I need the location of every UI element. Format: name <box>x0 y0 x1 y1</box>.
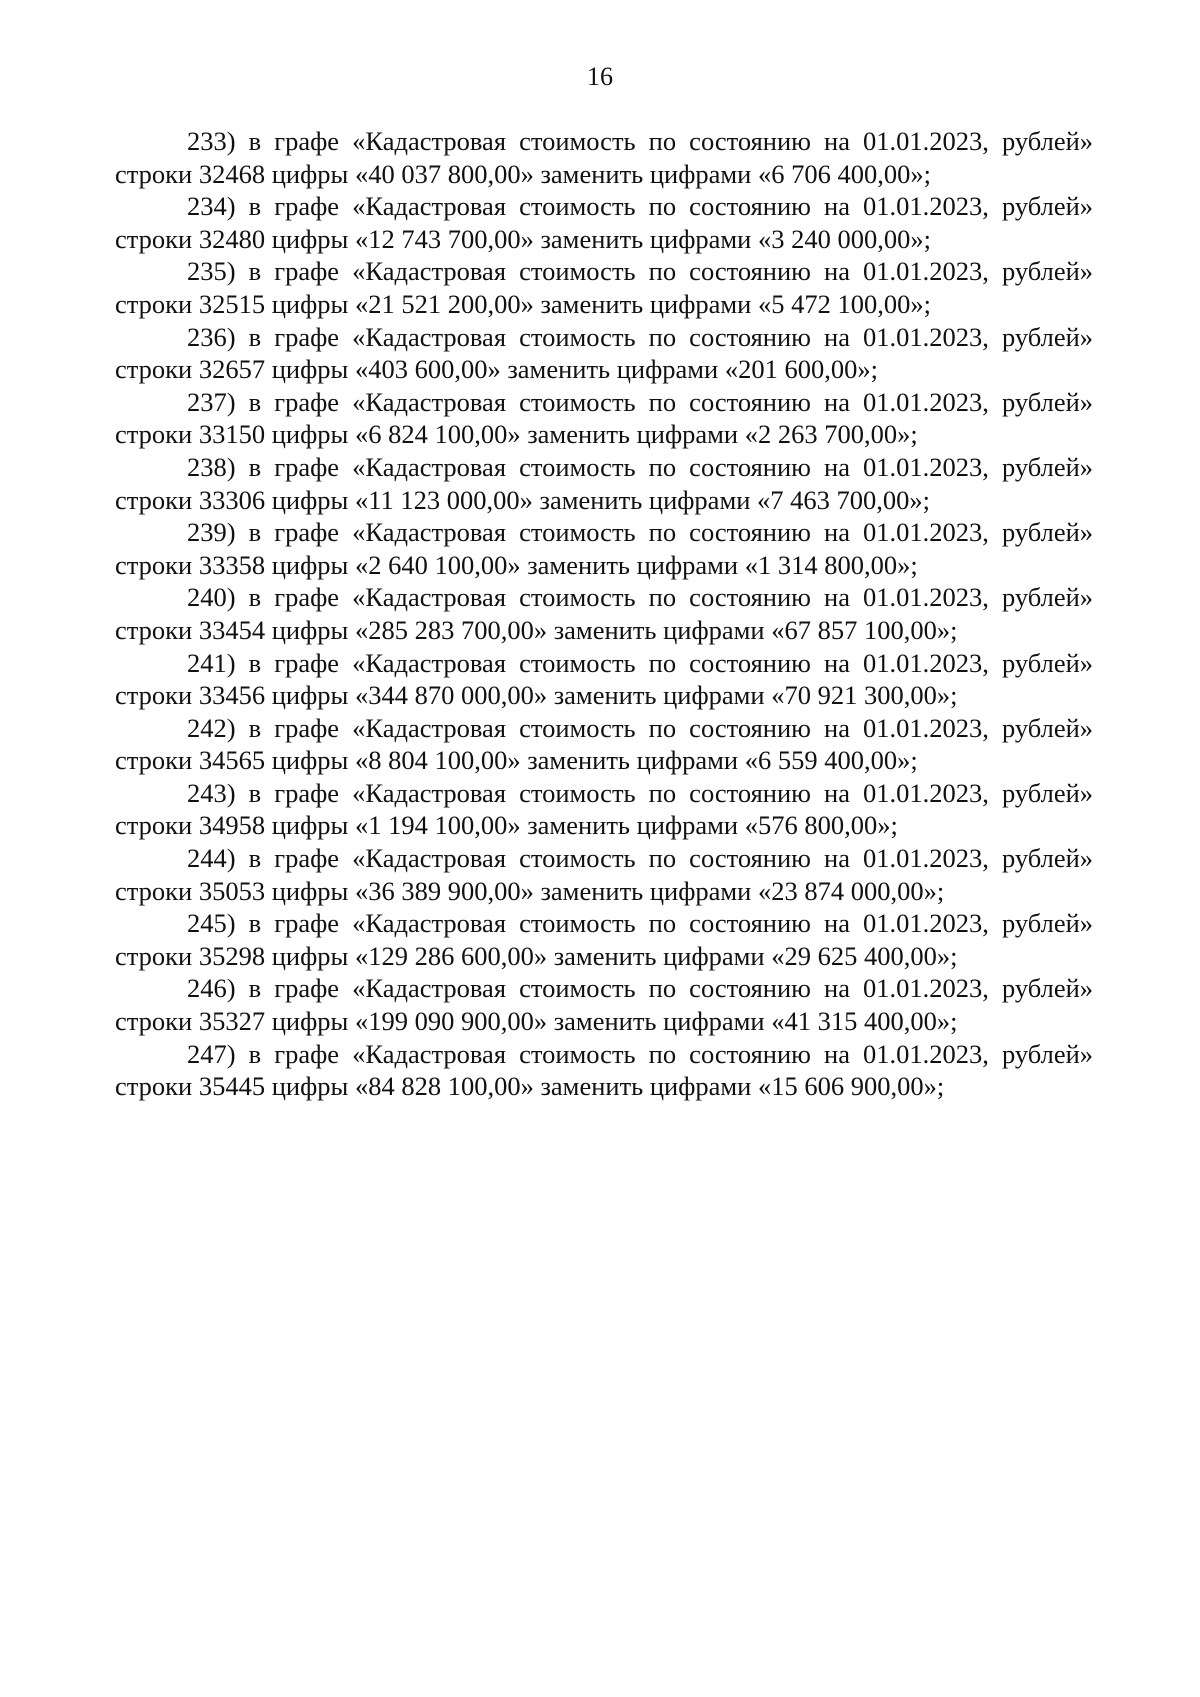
amendment-item <box>115 190 1093 255</box>
close-quote: » <box>520 223 534 254</box>
end-mark: ; <box>890 810 898 841</box>
column-name: «Кадастровая стоимость по состоянию на 01.01.2023, рублей» <box>352 451 1094 482</box>
open-quote: « <box>354 875 369 906</box>
replace-phrase: заменить цифрами <box>553 680 765 711</box>
close-quote: » <box>507 810 521 841</box>
column-phrase: в графе <box>248 321 340 352</box>
rows-word: строки <box>115 1006 193 1037</box>
rows-word: строки <box>115 223 193 254</box>
digits-word: цифры <box>271 484 349 515</box>
new-value: 576 800,00 <box>758 810 878 841</box>
old-value: 344 870 000,00 <box>368 680 534 711</box>
open-quote: « <box>354 810 369 841</box>
amendment-item <box>115 1038 1093 1103</box>
row-number: 33456 <box>198 680 266 711</box>
rows-word: строки <box>115 940 193 971</box>
row-number: 34565 <box>198 745 266 776</box>
column-phrase: в графе <box>248 256 340 287</box>
column-phrase: в графе <box>248 843 340 874</box>
rows-word: строки <box>115 614 193 645</box>
amendment-item <box>115 581 1093 646</box>
column-phrase: в графе <box>248 582 340 613</box>
column-name: «Кадастровая стоимость по состоянию на 01.01.2023, рублей» <box>352 1038 1094 1069</box>
replace-phrase: заменить цифрами <box>539 484 751 515</box>
column-name: «Кадастровая стоимость по состоянию на 01.01.2023, рублей» <box>352 582 1094 613</box>
column-phrase: в графе <box>248 1038 340 1069</box>
column-phrase: в графе <box>248 386 340 417</box>
open-quote: « <box>771 614 785 645</box>
digits-word: цифры <box>271 810 349 841</box>
open-quote: « <box>758 223 772 254</box>
column-phrase: в графе <box>248 126 340 156</box>
amendment-item <box>115 451 1093 516</box>
rows-word: строки <box>115 158 193 189</box>
item-number: 240) <box>187 582 236 613</box>
replace-phrase: заменить цифрами <box>540 288 752 319</box>
row-number: 33358 <box>198 549 266 580</box>
digits-word: цифры <box>271 745 349 776</box>
close-quote: » <box>910 223 924 254</box>
new-value: 6 559 400,00 <box>758 745 898 776</box>
close-quote: » <box>507 549 521 580</box>
new-value: 67 857 100,00 <box>784 614 937 645</box>
amendment-item <box>115 125 1093 190</box>
close-quote: » <box>507 419 521 450</box>
close-quote: » <box>923 875 937 906</box>
open-quote: « <box>758 1071 772 1102</box>
item-number: 234) <box>187 191 236 222</box>
close-quote: » <box>520 1071 534 1102</box>
open-quote: « <box>354 680 369 711</box>
item-number: 245) <box>187 908 236 939</box>
replace-phrase: заменить цифрами <box>540 1071 752 1102</box>
old-value: 21 521 200,00 <box>368 288 521 319</box>
close-quote: » <box>897 419 911 450</box>
old-value: 11 123 000,00 <box>368 484 520 515</box>
close-quote: » <box>519 484 533 515</box>
end-mark: ; <box>922 484 931 515</box>
open-quote: « <box>354 1071 369 1102</box>
column-name: «Кадастровая стоимость по состоянию на 01.01.2023, рублей» <box>352 843 1094 874</box>
row-number: 35053 <box>198 875 266 906</box>
column-name: «Кадастровая стоимость по состоянию на 01.01.2023, рублей» <box>352 191 1094 222</box>
old-value: 285 283 700,00 <box>368 614 534 645</box>
column-phrase: в графе <box>248 908 340 939</box>
new-value: 23 874 000,00 <box>771 875 924 906</box>
close-quote: » <box>910 158 924 189</box>
old-value: 199 090 900,00 <box>368 1006 534 1037</box>
old-value: 84 828 100,00 <box>368 1071 521 1102</box>
close-quote: » <box>533 614 548 645</box>
new-value: 1 314 800,00 <box>758 549 898 580</box>
close-quote: » <box>507 745 521 776</box>
close-quote: » <box>857 354 871 385</box>
new-value: 29 625 400,00 <box>784 940 937 971</box>
new-value: 5 472 100,00 <box>771 288 911 319</box>
new-value: 41 315 400,00 <box>784 1006 937 1037</box>
column-name: «Кадастровая стоимость по состоянию на 01.01.2023, рублей» <box>352 256 1094 287</box>
digits-word: цифры <box>271 614 349 645</box>
old-value: 36 389 900,00 <box>368 875 521 906</box>
column-name: «Кадастровая стоимость по состоянию на 01.01.2023, рублей» <box>352 517 1094 548</box>
item-number: 238) <box>187 451 236 482</box>
column-phrase: в графе <box>248 517 340 548</box>
rows-word: строки <box>115 875 193 906</box>
close-quote: » <box>520 158 534 189</box>
item-number: 236) <box>187 321 236 352</box>
open-quote: « <box>354 549 369 580</box>
end-mark: ; <box>910 549 918 580</box>
item-number: 247) <box>187 1038 236 1069</box>
new-value: 70 921 300,00 <box>784 680 937 711</box>
end-mark: ; <box>950 680 958 711</box>
old-value: 1 194 100,00 <box>368 810 508 841</box>
close-quote: » <box>897 745 911 776</box>
rows-word: строки <box>115 1071 193 1102</box>
column-name: «Кадастровая стоимость по состоянию на 01.01.2023, рублей» <box>352 777 1094 808</box>
amendment-item <box>115 907 1093 972</box>
item-number: 244) <box>187 843 236 874</box>
column-phrase: в графе <box>248 647 340 678</box>
digits-word: цифры <box>271 940 349 971</box>
end-mark: ; <box>910 419 918 450</box>
close-quote: » <box>936 614 951 645</box>
digits-word: цифры <box>271 223 349 254</box>
end-mark: ; <box>950 1006 958 1037</box>
amendment-item <box>115 647 1093 712</box>
digits-word: цифры <box>271 875 349 906</box>
column-name: «Кадастровая стоимость по состоянию на 01.01.2023, рублей» <box>352 386 1094 417</box>
open-quote: « <box>354 158 369 189</box>
open-quote: « <box>744 745 758 776</box>
item-number: 242) <box>187 712 236 743</box>
column-name: «Кадастровая стоимость по состоянию на 01.01.2023, рублей» <box>352 647 1094 678</box>
close-quote: » <box>520 875 534 906</box>
item-number: 239) <box>187 517 236 548</box>
amendment-item <box>115 972 1093 1037</box>
column-name: «Кадастровая стоимость по состоянию на 01.01.2023, рублей» <box>352 973 1094 1004</box>
column-phrase: в графе <box>248 451 340 482</box>
close-quote: » <box>923 1071 937 1102</box>
open-quote: « <box>354 419 369 450</box>
close-quote: » <box>877 810 891 841</box>
close-quote: » <box>533 940 548 971</box>
item-number: 237) <box>187 386 236 417</box>
new-value: 6 706 400,00 <box>771 158 911 189</box>
amendment-item <box>115 777 1093 842</box>
replace-phrase: заменить цифрами <box>527 549 739 580</box>
item-number: 243) <box>187 777 236 808</box>
replace-phrase: заменить цифрами <box>540 158 752 189</box>
document-body <box>115 125 1093 1103</box>
open-quote: « <box>744 419 758 450</box>
digits-word: цифры <box>271 288 349 319</box>
old-value: 2 640 100,00 <box>368 549 508 580</box>
item-number: 233) <box>187 126 236 156</box>
open-quote: « <box>354 614 369 645</box>
replace-phrase: заменить цифрами <box>553 614 765 645</box>
digits-word: цифры <box>271 419 349 450</box>
rows-word: строки <box>115 288 193 319</box>
close-quote: » <box>909 484 923 515</box>
open-quote: « <box>354 223 369 254</box>
row-number: 33454 <box>198 614 266 645</box>
new-value: 3 240 000,00 <box>771 223 911 254</box>
replace-phrase: заменить цифрами <box>527 810 739 841</box>
column-name: «Кадастровая стоимость по состоянию на 01.01.2023, рублей» <box>352 712 1094 743</box>
amendment-item <box>115 712 1093 777</box>
open-quote: « <box>757 484 771 515</box>
end-mark: ; <box>950 940 958 971</box>
open-quote: « <box>354 940 369 971</box>
open-quote: « <box>758 158 772 189</box>
end-mark: ; <box>870 354 878 385</box>
amendment-item <box>115 516 1093 581</box>
column-phrase: в графе <box>248 712 340 743</box>
rows-word: строки <box>115 810 193 841</box>
amendment-item <box>115 386 1093 451</box>
row-number: 32480 <box>198 223 266 254</box>
rows-word: строки <box>115 549 193 580</box>
close-quote: » <box>936 1006 951 1037</box>
end-mark: ; <box>923 158 931 189</box>
digits-word: цифры <box>271 354 349 385</box>
column-phrase: в графе <box>248 191 340 222</box>
rows-word: строки <box>115 484 193 515</box>
item-number: 246) <box>187 973 236 1004</box>
page-number: 16 <box>587 62 613 91</box>
open-quote: « <box>354 745 369 776</box>
open-quote: « <box>354 288 369 319</box>
row-number: 34958 <box>198 810 266 841</box>
open-quote: « <box>354 1006 369 1037</box>
old-value: 40 037 800,00 <box>368 158 521 189</box>
end-mark: ; <box>923 223 931 254</box>
end-mark: ; <box>936 875 945 906</box>
row-number: 35298 <box>198 940 266 971</box>
amendment-item <box>115 255 1093 320</box>
close-quote: » <box>897 549 911 580</box>
replace-phrase: заменить цифрами <box>507 354 719 385</box>
open-quote: « <box>758 875 772 906</box>
open-quote: « <box>744 810 758 841</box>
digits-word: цифры <box>271 549 349 580</box>
open-quote: « <box>771 940 785 971</box>
open-quote: « <box>354 484 369 515</box>
row-number: 35445 <box>198 1071 266 1102</box>
close-quote: » <box>487 354 501 385</box>
amendment-item <box>115 321 1093 386</box>
open-quote: « <box>771 680 785 711</box>
column-phrase: в графе <box>248 973 340 1004</box>
close-quote: » <box>520 288 534 319</box>
close-quote: » <box>910 288 924 319</box>
close-quote: » <box>533 680 548 711</box>
replace-phrase: заменить цифрами <box>527 745 739 776</box>
replace-phrase: заменить цифрами <box>540 875 752 906</box>
open-quote: « <box>771 1006 785 1037</box>
row-number: 33150 <box>198 419 266 450</box>
row-number: 35327 <box>198 1006 266 1037</box>
column-phrase: в графе <box>248 777 340 808</box>
amendment-item <box>115 842 1093 907</box>
end-mark: ; <box>936 1071 945 1102</box>
item-number: 235) <box>187 256 236 287</box>
row-number: 32468 <box>198 158 266 189</box>
digits-word: цифры <box>271 680 349 711</box>
new-value: 7 463 700,00 <box>770 484 910 515</box>
row-number: 33306 <box>198 484 266 515</box>
replace-phrase: заменить цифрами <box>540 223 752 254</box>
replace-phrase: заменить цифрами <box>553 1006 765 1037</box>
new-value: 2 263 700,00 <box>758 419 898 450</box>
close-quote: » <box>936 940 951 971</box>
digits-word: цифры <box>271 1006 349 1037</box>
rows-word: строки <box>115 745 193 776</box>
rows-word: строки <box>115 419 193 450</box>
row-number: 32515 <box>198 288 266 319</box>
old-value: 8 804 100,00 <box>368 745 508 776</box>
rows-word: строки <box>115 680 193 711</box>
end-mark: ; <box>923 288 931 319</box>
item-number: 241) <box>187 647 236 678</box>
close-quote: » <box>936 680 951 711</box>
column-name: «Кадастровая стоимость по состоянию на 01.01.2023, рублей» <box>352 908 1094 939</box>
end-mark: ; <box>910 745 918 776</box>
open-quote: « <box>724 354 739 385</box>
old-value: 6 824 100,00 <box>368 419 508 450</box>
open-quote: « <box>758 288 772 319</box>
row-number: 32657 <box>198 354 266 385</box>
column-name: «Кадастровая стоимость по состоянию на 01.01.2023, рублей» <box>352 321 1094 352</box>
old-value: 403 600,00 <box>368 354 488 385</box>
new-value: 201 600,00 <box>738 354 858 385</box>
end-mark: ; <box>950 614 958 645</box>
new-value: 15 606 900,00 <box>771 1071 924 1102</box>
column-name: «Кадастровая стоимость по состоянию на 01.01.2023, рублей» <box>352 126 1094 156</box>
open-quote: « <box>354 354 369 385</box>
close-quote: » <box>533 1006 548 1037</box>
digits-word: цифры <box>271 1071 349 1102</box>
rows-word: строки <box>115 354 193 385</box>
digits-word: цифры <box>271 158 349 189</box>
replace-phrase: заменить цифрами <box>553 940 765 971</box>
open-quote: « <box>744 549 758 580</box>
replace-phrase: заменить цифрами <box>527 419 739 450</box>
old-value: 129 286 600,00 <box>368 940 534 971</box>
old-value: 12 743 700,00 <box>368 223 521 254</box>
